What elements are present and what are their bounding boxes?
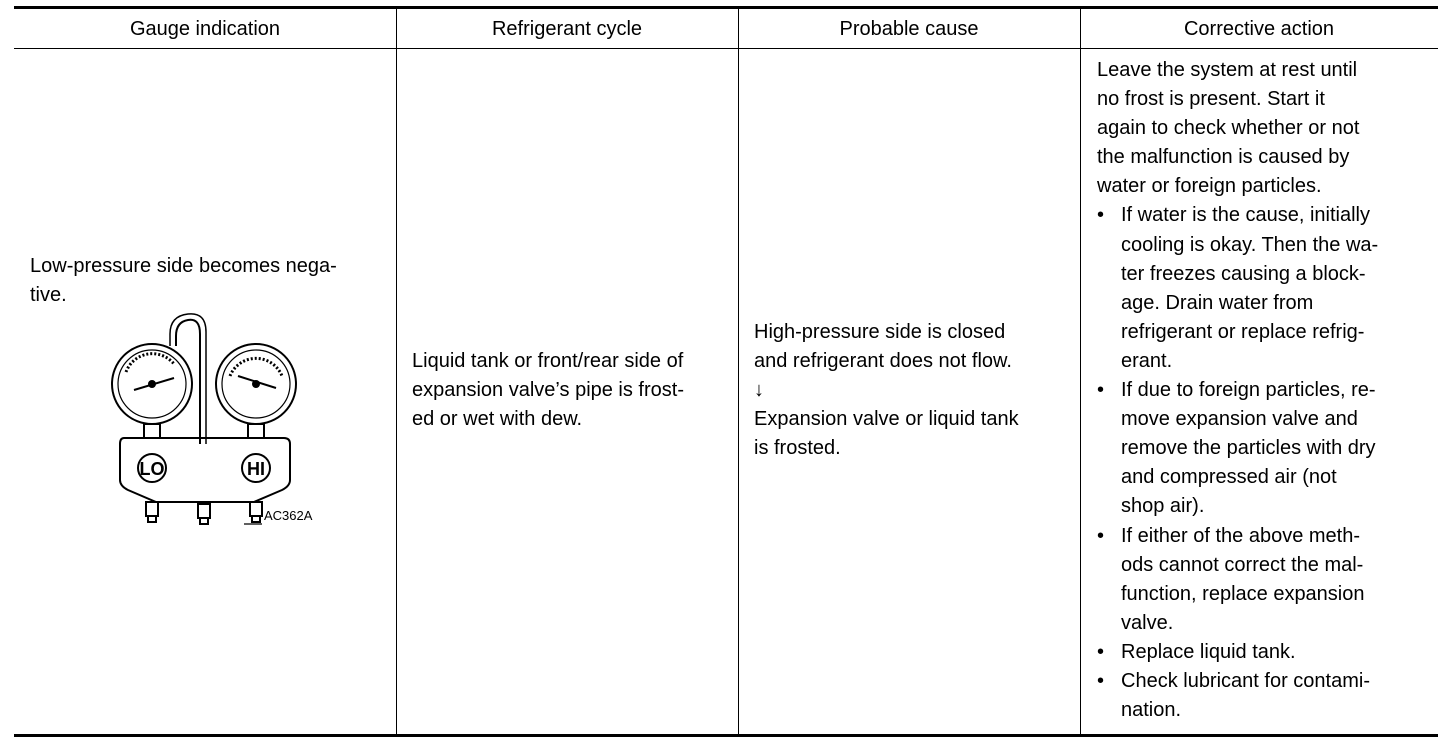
header-probable-cause: Probable cause	[839, 18, 979, 40]
bullet-line: valve.	[1121, 611, 1174, 634]
cause-line: is frosted.	[754, 437, 841, 459]
manifold-gauge-illustration	[104, 312, 336, 534]
bullet-icon: •	[1097, 379, 1105, 402]
list-item	[1097, 638, 1427, 667]
column-divider	[738, 9, 739, 734]
bullet-line: remove the particles with dry	[1121, 437, 1376, 460]
bullet-line: nation.	[1121, 699, 1182, 722]
list-item	[1097, 376, 1427, 521]
bullet-line: move expansion valve and	[1121, 408, 1358, 431]
bullet-icon: •	[1097, 640, 1105, 663]
bullet-icon: •	[1097, 524, 1105, 547]
bullet-line: erant.	[1121, 349, 1173, 372]
intro-line: Leave the system at rest until	[1097, 59, 1358, 81]
figure-label: AC362A	[264, 508, 313, 523]
intro-line: the malfunction is caused by	[1097, 146, 1350, 169]
bullet-icon: •	[1097, 669, 1105, 692]
table-header-row	[14, 9, 1438, 49]
gauge-line: tive.	[30, 284, 67, 306]
down-arrow-icon: ↓	[754, 379, 764, 401]
cycle-line: Liquid tank or front/rear side of	[412, 350, 684, 372]
cycle-line: expansion valve’s pipe is frost-	[412, 379, 684, 401]
corrective-action-text	[1097, 56, 1427, 725]
refrigerant-cycle-text	[412, 347, 732, 434]
lo-gauge-label: LO	[139, 459, 165, 479]
cycle-line: ed or wet with dew.	[412, 408, 583, 430]
bullet-line: ods cannot correct the mal-	[1121, 553, 1364, 576]
probable-cause-text	[754, 318, 1074, 463]
bullet-icon: •	[1097, 204, 1105, 227]
bullet-line: function, replace expansion	[1121, 582, 1365, 605]
bullet-line: shop air).	[1121, 495, 1205, 518]
gauge-line: Low-pressure side becomes nega-	[30, 255, 337, 277]
column-divider	[396, 9, 397, 734]
list-item	[1097, 522, 1427, 638]
bullet-line: cooling is okay. Then the wa-	[1121, 233, 1379, 256]
cause-line: and refrigerant does not flow.	[754, 350, 1012, 372]
list-item	[1097, 667, 1427, 725]
bullet-line: ter freezes causing a block-	[1121, 262, 1366, 285]
bullet-line: If due to foreign particles, re-	[1121, 379, 1376, 402]
intro-line: water or foreign particles.	[1097, 175, 1322, 198]
bullet-line: Check lubricant for contami-	[1121, 669, 1370, 692]
bullet-line: and compressed air (not	[1121, 466, 1337, 489]
cause-line: High-pressure side is closed	[754, 321, 1006, 343]
manifold-gauge-figure	[104, 312, 336, 534]
column-divider	[1080, 9, 1081, 734]
intro-line: again to check whether or not	[1097, 117, 1360, 140]
bullet-line: Replace liquid tank.	[1121, 640, 1296, 663]
header-corrective-action: Corrective action	[1183, 18, 1335, 40]
corrective-action-intro	[1097, 56, 1427, 201]
header-refrigerant-cycle: Refrigerant cycle	[491, 18, 643, 40]
intro-line: no frost is present. Start it	[1097, 88, 1325, 111]
list-item	[1097, 201, 1427, 376]
cause-line: Expansion valve or liquid tank	[754, 408, 1019, 430]
hi-gauge-label: HI	[247, 459, 265, 479]
bullet-line: If water is the cause, initially	[1121, 204, 1370, 227]
bullet-line: refrigerant or replace refrig-	[1121, 320, 1365, 343]
header-gauge-indication: Gauge indication	[129, 18, 281, 40]
bullet-line: If either of the above meth-	[1121, 524, 1361, 547]
gauge-indication-text	[30, 252, 390, 310]
bullet-line: age. Drain water from	[1121, 291, 1314, 314]
